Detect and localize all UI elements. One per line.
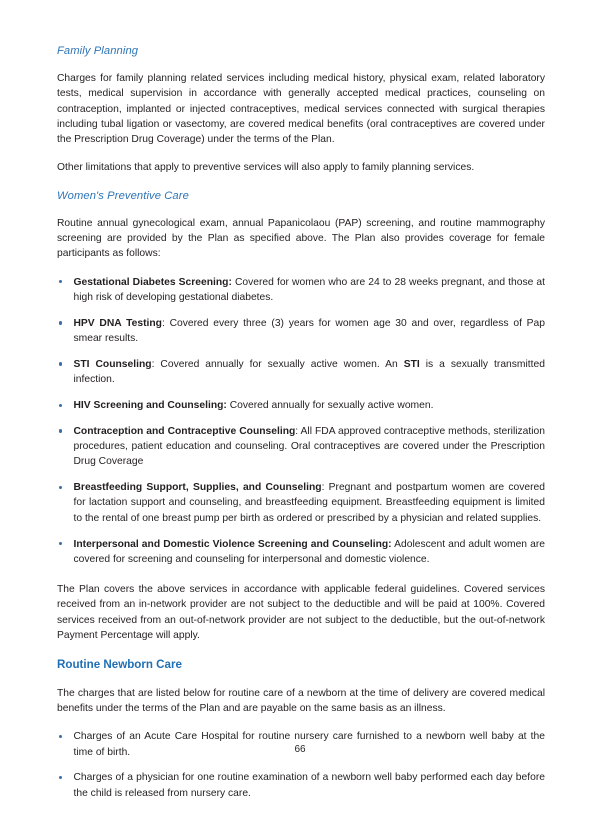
- list-item: [57, 770, 545, 801]
- bullet-dot-icon: [59, 404, 62, 407]
- list-item-text: Charges of a physician for one routine examination of a newborn well baby performed each day before the child is released from nursery care.: [73, 772, 545, 799]
- list-item-lead: Breastfeeding Support, Supplies, and Counseling: [73, 482, 322, 494]
- routine-newborn-care-intro: The charges that are listed below for routine care of a newborn at the time of delivery are covered medical benefits under the terms of the Plan and are payable on the same basis as an illness.: [57, 687, 545, 715]
- list-item-text: : Covered every three (3) years for women age 30 and over, regardless of Pap smear results.: [73, 317, 545, 345]
- list-item-text: Adolescent and adult women are covered for screening and counseling for interpersonal and domestic violence.: [73, 538, 545, 565]
- bullet-dot-icon: [59, 776, 62, 779]
- list-item-text-after: is a sexually transmitted infection.: [73, 358, 545, 386]
- page-number: 66: [294, 744, 306, 755]
- family-planning-paragraph-2: Other limitations that apply to preventive services will also apply to family planning services.: [57, 162, 475, 174]
- list-item: [57, 357, 545, 388]
- list-item: [57, 424, 545, 470]
- list-item: [57, 316, 545, 347]
- bullet-dot-icon: [59, 542, 62, 545]
- list-item-text: : Pregnant and postpartum women are covered for lactation support and counseling, and breastfeeding equipment. Breastfeeding equipment is limited to the rental of one breast pump per birth as ordered or prescribed by a physician and related supplies.: [73, 482, 545, 524]
- list-item-lead: Contraception and Contraceptive Counseling: [73, 425, 296, 437]
- womens-preventive-care-intro: Routine annual gynecological exam, annual Papanicolaou (PAP) screening, and routine mammography screening are provided by the Plan as specified above. The Plan also provides coverage for female participants as follows:: [57, 217, 545, 260]
- list-item-lead: HIV Screening and Counseling:: [73, 399, 227, 411]
- bullet-dot-icon: [59, 362, 62, 365]
- bullet-dot-icon: [59, 735, 62, 738]
- list-item-lead: HPV DNA Testing: [73, 317, 162, 329]
- list-item-text: : All FDA approved contraceptive methods, sterilization procedures, patient education and counseling. Oral contraceptives are covered under the Prescription Drug Coverage: [73, 425, 545, 468]
- list-item-text: Covered annually for sexually active women.: [226, 399, 434, 411]
- bullet-dot-icon: [59, 321, 62, 324]
- list-item-text: Charges of an Acute Care Hospital for routine nursery care furnished to a newborn well baby at the time of birth.: [73, 731, 545, 758]
- routine-newborn-care-bullet-list: [57, 729, 545, 801]
- list-item-text: Covered for women who are 24 to 28 weeks pregnant, and those at high risk of developing gestational diabetes.: [73, 276, 545, 303]
- womens-preventive-care-closing-paragraph: The Plan covers the above services in accordance with applicable federal guidelines. Covered services received from an in-network provider are not subject to the deductible and will be paid at 100%. Covered services received from an out-of-network provider are not subject to the deductible, but the out-of-network Payment Percentage will apply.: [57, 584, 545, 642]
- list-item-text-before: : Covered annually for sexually active women. An: [151, 358, 404, 370]
- section-heading-womens-preventive-care: Women's Preventive Care: [57, 189, 189, 202]
- bullet-dot-icon: [59, 280, 62, 283]
- list-item-inline-bold: STI: [403, 358, 420, 370]
- list-item-lead: Gestational Diabetes Screening:: [73, 276, 232, 288]
- list-item: [57, 398, 545, 413]
- bullet-dot-icon: [59, 429, 62, 432]
- list-item-lead: Interpersonal and Domestic Violence Screening and Counseling:: [73, 538, 392, 550]
- list-item: [57, 537, 545, 568]
- bullet-dot-icon: [59, 486, 62, 489]
- section-heading-routine-newborn-care: Routine Newborn Care: [57, 658, 182, 672]
- list-item: [57, 480, 545, 526]
- page-content: [57, 44, 545, 814]
- family-planning-paragraph-1: Charges for family planning related services including medical history, physical exam, related laboratory tests, medical supervision in accordance with generally accepted medical practices, counseling on contraception, implanted or injected contraceptives, medical services connected with surgical therapies including tubal ligation or vasectomy, are covered medical benefits (oral contraceptives are covered under the Prescription Drug Coverage) under the terms of the Plan.: [57, 73, 545, 146]
- list-item: [57, 275, 545, 306]
- list-item-lead: STI Counseling: [73, 358, 152, 370]
- womens-preventive-care-bullet-list: [57, 275, 545, 567]
- section-heading-family-planning: Family Planning: [57, 45, 139, 57]
